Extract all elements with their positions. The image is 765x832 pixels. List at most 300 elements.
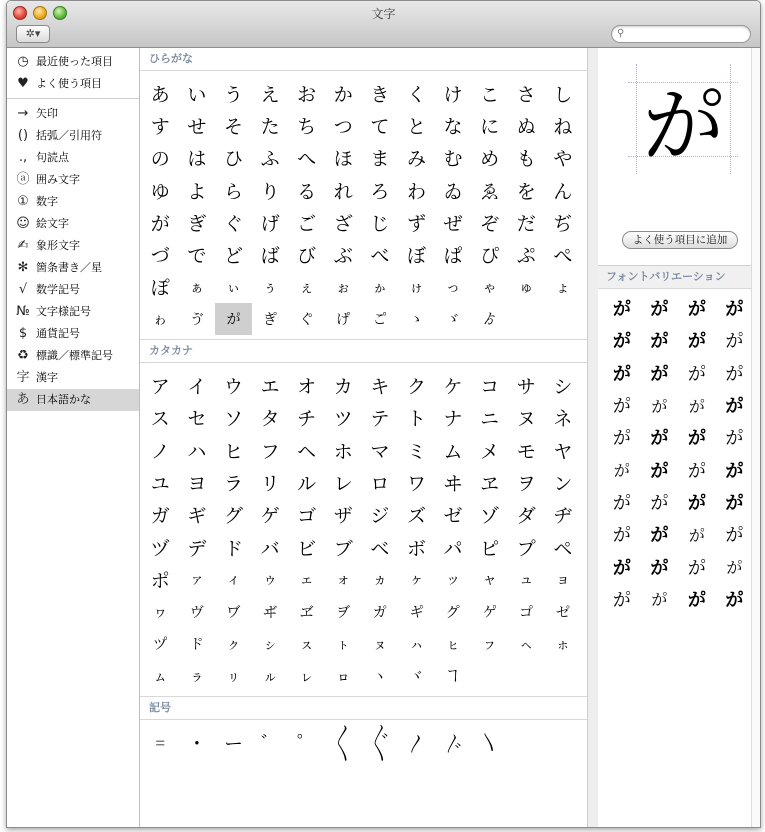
character-cell[interactable]: ゑ [480, 180, 500, 203]
character-cell[interactable]: ギ [187, 505, 207, 528]
character-cell[interactable]: ワ [406, 472, 426, 495]
font-variation-cell[interactable]: か゚ [612, 589, 631, 611]
character-cell[interactable]: ぃ [226, 279, 241, 296]
character-cell[interactable]: ぬ [516, 115, 536, 138]
character-cell[interactable]: ー [223, 732, 243, 755]
character-cell[interactable]: ヨ [187, 472, 207, 495]
character-cell[interactable]: が [150, 212, 170, 235]
character-cell[interactable]: ま [370, 148, 390, 171]
character-cell[interactable]: ュ [519, 572, 534, 589]
character-cell[interactable]: ん [553, 180, 573, 203]
character-cell[interactable]: ざ [333, 212, 353, 235]
character-cell[interactable]: ダ [516, 505, 536, 528]
character-cell[interactable]: べ [370, 245, 390, 268]
character-cell[interactable]: ぴ [480, 245, 500, 268]
character-cell[interactable]: せ [187, 115, 207, 138]
character-cell[interactable]: ホ [333, 440, 353, 463]
character-cell[interactable]: フ [260, 440, 280, 463]
font-variation-cell[interactable]: か゚ [650, 331, 669, 352]
sidebar-item[interactable] [7, 191, 139, 213]
sidebar-item-label: 標識／標準記号 [36, 349, 113, 362]
character-cell[interactable]: ス [150, 408, 170, 431]
font-variation-cell[interactable]: か゚ [612, 396, 631, 418]
character-cell[interactable]: き [370, 83, 390, 106]
character-cell[interactable]: ち [297, 115, 317, 138]
character-cell[interactable]: ょ [555, 279, 570, 296]
character-cell[interactable]: ら [223, 180, 243, 203]
character-cell[interactable]: ゝ [409, 312, 424, 329]
character-cell[interactable]: テ [370, 408, 390, 431]
character-cell[interactable]: ヱ [480, 472, 500, 495]
character-cell[interactable]: ど [223, 245, 243, 268]
character-cell[interactable]: は [187, 148, 207, 171]
sidebar-item[interactable] [7, 257, 139, 279]
sidebar-item[interactable] [7, 213, 139, 235]
character-cell[interactable]: ヘ [297, 440, 317, 463]
category-icon: √ [18, 282, 28, 297]
window-title: 文字 [371, 7, 396, 21]
character-cell[interactable]: ㇸ [519, 636, 534, 653]
character-cell[interactable]: ば [260, 245, 280, 268]
character-cell[interactable]: わ [406, 180, 426, 203]
character-cell[interactable]: ロ [370, 472, 390, 495]
character-cell[interactable]: む [443, 148, 463, 171]
font-variation-cell[interactable]: か゚ [650, 428, 669, 450]
character-cell[interactable]: れ [333, 180, 353, 203]
font-variation-cell[interactable]: か゚ [612, 363, 631, 385]
character-cell[interactable]: ゥ [263, 572, 278, 589]
character-cell[interactable]: 〱 [333, 732, 353, 755]
sidebar-item[interactable] [7, 389, 139, 411]
font-variation-cell[interactable]: か゚ [650, 525, 669, 547]
character-cell[interactable]: ン [553, 472, 573, 495]
character-cell[interactable]: ㇲ [299, 636, 314, 653]
character-cell[interactable]: ヲ [516, 472, 536, 495]
font-variation-cell[interactable]: か゚ [650, 460, 669, 482]
character-cell[interactable]: っ [446, 279, 461, 296]
character-cell[interactable]: マ [370, 440, 390, 463]
sidebar-item[interactable] [7, 367, 139, 389]
character-cell[interactable]: く [406, 83, 426, 106]
sidebar-item[interactable] [7, 301, 139, 323]
character-cell[interactable]: グ [223, 505, 243, 528]
category-icon: あ [16, 392, 30, 407]
font-variation-cell[interactable]: か゚ [725, 299, 744, 321]
font-variation-cell[interactable]: か゚ [650, 492, 669, 514]
character-cell[interactable]: 〵 [480, 732, 500, 755]
font-variation-cell[interactable]: か゚ [687, 363, 706, 385]
character-cell[interactable]: ヷ [226, 604, 241, 621]
font-variation-cell[interactable]: か゚ [650, 363, 669, 385]
character-cell[interactable]: ㇼ [226, 669, 241, 686]
character-cell[interactable]: え [260, 83, 280, 106]
character-cell[interactable]: の [150, 148, 170, 171]
character-cell[interactable]: ゠ [150, 732, 170, 755]
character-cell[interactable]: た [260, 115, 280, 138]
font-variation-cell[interactable]: か゚ [612, 299, 631, 321]
character-cell[interactable]: モ [516, 440, 536, 463]
font-variation-cell[interactable]: か゚ [725, 363, 744, 385]
character-cell[interactable]: ポ [150, 569, 170, 592]
gear-icon[interactable]: ✲▾ [16, 25, 50, 43]
character-cell[interactable]: パ [443, 537, 463, 560]
character-cell[interactable]: ツ [333, 408, 353, 431]
character-cell[interactable]: ヵ [372, 572, 387, 589]
character-cell[interactable]: ボ [406, 537, 426, 560]
character-cell[interactable]: ぢ [553, 212, 573, 235]
character-cell[interactable]: ジ [370, 505, 390, 528]
character-cell[interactable]: ズ [406, 505, 426, 528]
character-cell[interactable]: ぅ [263, 279, 278, 296]
font-variation-cell[interactable]: か゚ [687, 557, 706, 579]
character-cell[interactable]: タ [260, 408, 280, 431]
character-cell[interactable]: ㇿ [336, 669, 351, 686]
character-cell[interactable]: ケ [443, 376, 463, 399]
character-cell[interactable]: を [516, 180, 536, 203]
sidebar-item[interactable] [7, 345, 139, 367]
font-variation-cell[interactable]: か゚ [613, 463, 630, 481]
character-cell[interactable]: て [370, 115, 390, 138]
character-cell[interactable]: く゚ [299, 312, 314, 329]
character-cell[interactable]: ゆ [150, 180, 170, 203]
character-cell[interactable]: ナ [443, 408, 463, 431]
character-cell[interactable]: る [297, 180, 317, 203]
character-cell[interactable]: コ [480, 376, 500, 399]
character-cell[interactable]: ぐ [223, 212, 243, 235]
font-variation-cell[interactable]: か゚ [688, 527, 705, 545]
font-variation-cell[interactable]: か゚ [687, 460, 706, 482]
character-cell[interactable]: ゔ [189, 312, 204, 329]
character-cell[interactable]: ゖ [409, 279, 424, 296]
character-cell[interactable]: ㇵ [409, 636, 424, 653]
character-cell[interactable]: け [443, 83, 463, 106]
character-cell[interactable]: へ [297, 148, 317, 171]
character-cell[interactable]: ヰ [443, 472, 463, 495]
character-cell[interactable]: ゃ [482, 279, 497, 296]
inspector-scrollbar[interactable] [751, 48, 760, 827]
sidebar-item[interactable] [7, 147, 139, 169]
sidebar-item[interactable] [7, 235, 139, 257]
sidebar-item[interactable] [7, 279, 139, 301]
font-variation-cell[interactable]: か゚ [612, 428, 631, 450]
character-cell[interactable]: ゼ [443, 505, 463, 528]
character-cell[interactable]: オ [297, 376, 317, 399]
glyph-preview [628, 64, 738, 174]
character-cell[interactable]: ヅ [150, 537, 170, 560]
character-cell[interactable]: デ [187, 537, 207, 560]
character-cell[interactable]: ザ [333, 505, 353, 528]
character-cell[interactable]: ぼ [406, 245, 426, 268]
character-cell[interactable]: さ [516, 83, 536, 106]
sidebar-item[interactable] [7, 125, 139, 147]
character-cell[interactable]: ニ [480, 408, 500, 431]
character-cell[interactable]: ゕ [372, 279, 387, 296]
character-cell[interactable]: つ [333, 115, 353, 138]
character-cell[interactable]: ミ [406, 440, 426, 463]
character-cell[interactable]: ㇱ [263, 636, 278, 653]
character-cell[interactable]: づ [150, 245, 170, 268]
character-cell[interactable]: ピ [480, 537, 500, 560]
character-cell[interactable]: ㇴ [372, 636, 387, 653]
character-cell[interactable]: ゛ [260, 732, 280, 755]
character-cell[interactable]: ビ [297, 537, 317, 560]
character-cell[interactable]: サ [516, 376, 536, 399]
character-cell[interactable]: め [480, 148, 500, 171]
character-cell[interactable]: セ [187, 408, 207, 431]
character-cell[interactable]: ト [406, 408, 426, 431]
font-variation-cell[interactable]: か゚ [687, 492, 706, 514]
character-cell[interactable]: も [516, 148, 536, 171]
character-cell[interactable]: や [553, 148, 573, 171]
character-cell[interactable]: ヤ [553, 440, 573, 463]
character-cell[interactable]: ゴ [297, 505, 317, 528]
character-cell[interactable]: ト゚ [189, 636, 204, 653]
sidebar-item-label: 最近使った項目 [36, 55, 113, 68]
character-cell[interactable]: ク゚ [446, 604, 461, 621]
character-cell[interactable]: ろ [370, 180, 390, 203]
category-icon: ✻ [17, 260, 29, 275]
character-cell[interactable]: ヂ [553, 505, 573, 528]
character-cell[interactable]: み [406, 148, 426, 171]
character-cell[interactable]: ク [406, 376, 426, 399]
font-variation-cell[interactable]: か゚ [725, 396, 744, 418]
character-cell[interactable]: ベ [370, 537, 390, 560]
character-cell[interactable]: キ [370, 376, 390, 399]
character-cell[interactable]: シ [553, 376, 573, 399]
font-variation-cell[interactable]: か゚ [725, 589, 744, 611]
character-cell[interactable]: ㇷ [482, 636, 497, 653]
sidebar-item-label: 矢印 [36, 107, 58, 120]
font-variation-cell[interactable]: か゚ [725, 492, 744, 514]
section-header: カタカナ [140, 340, 587, 363]
character-cell[interactable]: ア [150, 376, 170, 399]
character-cell[interactable]: ガ [150, 505, 170, 528]
character-cell[interactable]: ゐ [443, 180, 463, 203]
character-cell[interactable]: ぺ [553, 245, 573, 268]
font-variation-cell[interactable]: か゚ [612, 525, 631, 547]
font-variation-cell[interactable]: か゚ [612, 557, 631, 579]
font-variation-cell[interactable]: か゚ [651, 592, 668, 610]
character-cell[interactable]: ヽ [372, 669, 387, 686]
character-cell[interactable]: で [187, 245, 207, 268]
character-cell[interactable]: ㇽ [263, 669, 278, 686]
character-grid [140, 363, 587, 696]
character-cell[interactable]: ㇰ [226, 636, 241, 653]
character-cell[interactable]: ゎ [153, 312, 168, 329]
character-cell[interactable]: ぁ [189, 279, 204, 296]
sidebar-item[interactable] [7, 169, 139, 191]
inspector-panel [598, 48, 760, 827]
character-cell[interactable]: 〴 [443, 732, 463, 755]
font-variation-cell[interactable]: か゚ [612, 492, 631, 514]
character-cell[interactable]: ケ゚ [482, 604, 497, 621]
character-cell[interactable]: ぎ [187, 212, 207, 235]
category-icon: ✍ [17, 238, 29, 253]
character-cell[interactable]: け゚ [336, 312, 351, 329]
character-cell[interactable]: ヮ [153, 604, 168, 621]
sidebar-item[interactable] [7, 73, 139, 95]
character-cell[interactable]: ず [406, 212, 426, 235]
character-cell[interactable]: ペ [553, 537, 573, 560]
sidebar-item[interactable] [7, 103, 139, 125]
character-cell[interactable]: ㇹ [555, 636, 570, 653]
character-cell[interactable]: ㇺ [153, 669, 168, 686]
character-cell[interactable]: ヹ [299, 604, 314, 621]
character-cell[interactable]: ブ [333, 537, 353, 560]
character-cell[interactable]: ャ [482, 572, 497, 589]
font-variation-cell[interactable]: か゚ [726, 560, 743, 578]
character-cell[interactable]: す [150, 115, 170, 138]
character-grid [140, 720, 587, 762]
character-cell[interactable]: ゟ [482, 312, 497, 329]
character-cell[interactable]: ル [297, 472, 317, 495]
font-variation-cell[interactable]: か゚ [650, 299, 669, 321]
character-cell[interactable]: ほ [333, 148, 353, 171]
character-cell[interactable]: ノ [150, 440, 170, 463]
character-cell[interactable]: ヿ [446, 669, 461, 686]
font-variation-cell[interactable]: か゚ [725, 460, 744, 482]
character-cell[interactable]: ラ [223, 472, 243, 495]
character-cell[interactable]: ぇ [299, 279, 314, 296]
character-cell[interactable]: ッ [446, 572, 461, 589]
character-cell[interactable]: そ [223, 115, 243, 138]
character-cell[interactable]: コ゚ [519, 604, 534, 621]
character-cell[interactable]: ㇶ [446, 636, 461, 653]
character-cell[interactable]: リ [260, 472, 280, 495]
font-variation-cell[interactable]: か゚ [725, 331, 744, 353]
category-icon: ., [18, 150, 28, 165]
character-cell[interactable]: ユ [150, 472, 170, 495]
character-cell[interactable]: う [223, 83, 243, 106]
character-cell[interactable]: ゞ [446, 312, 461, 329]
character-cell[interactable]: か゚ [215, 303, 252, 335]
character-cell[interactable]: ㇾ [299, 669, 314, 686]
character-cell[interactable]: あ [150, 83, 170, 106]
character-cell[interactable]: し [553, 83, 573, 106]
character-cell[interactable]: な [443, 115, 463, 138]
character-cell[interactable]: ウ [223, 376, 243, 399]
character-cell[interactable]: カ [333, 376, 353, 399]
section-header: 記号 [140, 697, 587, 720]
character-cell[interactable]: プ [516, 537, 536, 560]
character-cell[interactable]: と [406, 115, 426, 138]
character-cell[interactable]: ソ [223, 408, 243, 431]
character-cell[interactable]: お [297, 83, 317, 106]
character-cell[interactable]: エ [260, 376, 280, 399]
font-variation-cell[interactable]: か゚ [612, 331, 631, 353]
font-variation-cell[interactable]: か゚ [687, 589, 706, 611]
character-cell[interactable]: ヶ [409, 572, 424, 589]
character-cell[interactable]: か [333, 83, 353, 106]
character-cell[interactable]: ぶ [333, 245, 353, 268]
character-cell[interactable]: こ゚ [372, 312, 387, 329]
character-cell[interactable]: ぽ [150, 277, 170, 300]
character-cell[interactable]: げ [260, 212, 280, 235]
character-cell[interactable]: い [187, 83, 207, 106]
character-cell[interactable]: ヸ [263, 604, 278, 621]
character-cell[interactable]: 〲 [370, 732, 390, 755]
search-input[interactable] [630, 27, 746, 42]
character-cell[interactable]: ・ [187, 732, 207, 755]
sidebar-item[interactable] [7, 51, 139, 73]
character-cell[interactable]: ゅ [519, 279, 534, 296]
character-cell[interactable]: ド [223, 537, 243, 560]
character-cell[interactable]: ァ [189, 572, 204, 589]
character-cell[interactable]: ツ゚ [153, 636, 168, 653]
font-variation-cell[interactable]: か゚ [650, 557, 669, 579]
character-cell[interactable]: レ [333, 472, 353, 495]
character-grid [140, 71, 587, 339]
character-cell[interactable]: ヺ [336, 604, 351, 621]
character-cell[interactable]: ぱ [443, 245, 463, 268]
character-cell[interactable]: ぞ [480, 212, 500, 235]
sidebar-item-label: 漢字 [36, 371, 58, 384]
character-cell[interactable]: ィ [226, 572, 241, 589]
font-variation-cell[interactable]: か゚ [725, 428, 744, 450]
character-cell[interactable]: ね [553, 115, 573, 138]
character-cell[interactable]: ひ [223, 148, 243, 171]
character-cell[interactable]: ぉ [336, 279, 351, 296]
character-cell[interactable]: じ [370, 212, 390, 235]
character-cell[interactable]: に [480, 115, 500, 138]
character-cell[interactable]: ョ [555, 572, 570, 589]
character-cell[interactable]: ㇻ [189, 669, 204, 686]
font-variation-cell[interactable]: か゚ [725, 525, 744, 547]
character-cell[interactable]: だ [516, 212, 536, 235]
character-cell[interactable]: ヾ [409, 669, 424, 686]
character-cell[interactable]: ハ [187, 440, 207, 463]
character-cell[interactable]: び [297, 245, 317, 268]
character-cell[interactable]: ヌ [516, 408, 536, 431]
search-field[interactable] [611, 25, 751, 43]
font-variation-cell[interactable]: か゚ [651, 398, 668, 416]
character-cell[interactable]: 〳 [406, 732, 426, 755]
character-cell[interactable]: キ゚ [409, 604, 424, 621]
font-variation-cell[interactable]: か゚ [688, 398, 705, 416]
character-cell[interactable]: り [260, 180, 280, 203]
character-cell[interactable]: カ゚ [372, 604, 387, 621]
preview-glyph: か゚ [641, 78, 724, 174]
character-cell[interactable]: ヴ [189, 604, 204, 621]
character-cell[interactable]: よ [187, 180, 207, 203]
character-cell[interactable]: セ゚ [555, 604, 570, 621]
character-cell[interactable]: ネ [553, 408, 573, 431]
character-cell[interactable]: ム [443, 440, 463, 463]
character-cell[interactable]: ゜ [297, 732, 317, 755]
character-cell[interactable]: ㇳ [336, 636, 351, 653]
character-cell[interactable]: ぜ [443, 212, 463, 235]
character-cell[interactable]: ふ [260, 148, 280, 171]
character-cell[interactable]: ゾ [480, 505, 500, 528]
font-variation-cell[interactable]: か゚ [687, 428, 706, 450]
character-cell[interactable]: ヒ [223, 440, 243, 463]
character-cell[interactable]: ゲ [260, 505, 280, 528]
character-cell[interactable]: き゚ [263, 312, 278, 329]
character-cell[interactable]: バ [260, 537, 280, 560]
character-cell[interactable]: イ [187, 376, 207, 399]
character-cell[interactable]: ぷ [516, 245, 536, 268]
character-cell[interactable]: チ [297, 408, 317, 431]
character-cell[interactable]: ご [297, 212, 317, 235]
character-cell[interactable]: こ [480, 83, 500, 106]
character-cell[interactable]: ェ [299, 572, 314, 589]
character-cell[interactable]: ォ [336, 572, 351, 589]
character-cell[interactable]: メ [480, 440, 500, 463]
add-to-favorites-button[interactable]: よく使う項目に追加 [622, 231, 738, 249]
sidebar-item[interactable] [7, 323, 139, 345]
font-variation-cell[interactable]: か゚ [687, 331, 706, 352]
font-variation-cell[interactable]: か゚ [687, 299, 706, 320]
